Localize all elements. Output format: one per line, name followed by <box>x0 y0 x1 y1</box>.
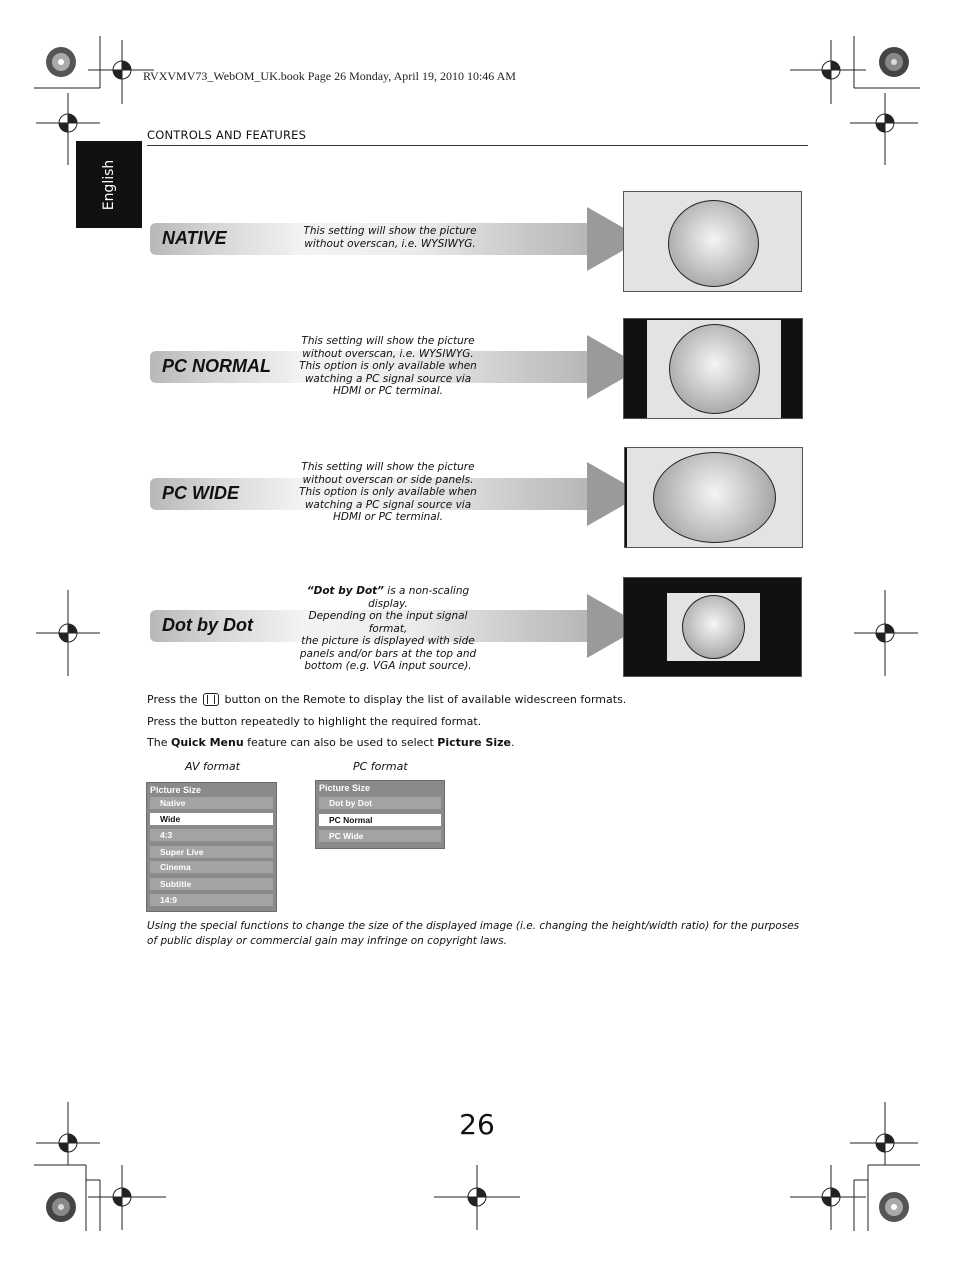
menu-item-wide[interactable]: Wide <box>150 813 273 825</box>
av-format-caption: AV format <box>185 760 240 773</box>
dot-by-dot-text: is a non-scaling display. Depending on the input signal format, the picture is displayed with side panels and/or bars at the top and bottom (e.g. VGA input source). <box>299 585 477 672</box>
instruction-text: button on the Remote to display the list of available widescreen formats. <box>224 693 627 706</box>
mode-dot-by-dot <box>150 585 670 672</box>
menu-item-cinema[interactable]: Cinema <box>150 861 273 873</box>
menu-item-pc-normal[interactable]: PC Normal <box>319 814 441 826</box>
section-title: CONTROLS AND FEATURES <box>147 128 307 142</box>
instruction-line-3 <box>147 736 515 749</box>
book-header-line: RVXVMV73_WebOM_UK.book Page 26 Monday, April 19, 2010 10:46 AM <box>143 69 516 83</box>
picture-size-term: Picture Size <box>437 736 512 749</box>
pc-picture-size-menu <box>315 780 445 849</box>
mode-label: PC NORMAL <box>162 356 271 376</box>
widescreen-button-icon <box>203 693 219 706</box>
menu-item-subtitle[interactable]: Subtitle <box>150 878 273 890</box>
menu-item-native[interactable]: Native <box>150 797 273 809</box>
copyright-note: Using the special functions to change the size of the displayed image (i.e. changing the height/width ratio) for the purposes of public display or commercial gain may infringe on copyright laws. <box>147 920 800 947</box>
mode-pc-wide <box>150 462 670 532</box>
mode-label: NATIVE <box>162 228 227 248</box>
mode-description: This setting will show the picture without overscan or side panels. This option is only available when watching a PC signal source via HDMI or PC terminal. <box>299 461 477 523</box>
pc-normal-screen-illustration <box>623 318 803 419</box>
mode-native <box>150 207 670 277</box>
mode-label: Dot by Dot <box>162 615 253 635</box>
menu-item-14-9[interactable]: 14:9 <box>150 894 273 906</box>
instruction-line-1 <box>147 693 626 706</box>
picture-ellipse <box>653 452 776 543</box>
menu-item-dot-by-dot[interactable]: Dot by Dot <box>319 797 441 809</box>
pc-wide-screen-illustration <box>624 447 803 548</box>
mode-description: This setting will show the picture without overscan, i.e. WYSIWYG. This option is only available when watching a PC signal source via HDMI or PC terminal. <box>299 335 477 397</box>
picture-circle <box>669 324 760 414</box>
instruction-text: The <box>147 736 171 749</box>
mode-description: This setting will show the picture without overscan, i.e. WYSIWYG. <box>303 225 477 250</box>
menu-title: Picture Size <box>150 785 202 795</box>
quick-menu-term: Quick Menu <box>170 736 244 749</box>
instruction-text: feature can also be used to select <box>243 736 438 749</box>
instruction-text: Press the <box>147 693 198 706</box>
mode-pc-normal <box>150 335 670 405</box>
av-picture-size-menu <box>146 782 277 912</box>
picture-circle <box>668 200 759 287</box>
dot-by-dot-screen-illustration <box>623 577 802 677</box>
language-tab <box>76 141 142 228</box>
picture-circle <box>682 595 745 659</box>
pc-format-caption: PC format <box>353 760 408 773</box>
mode-description <box>290 585 486 673</box>
instruction-line-2: Press the button repeatedly to highlight the required format. <box>147 715 482 728</box>
menu-item-4-3[interactable]: 4:3 <box>150 829 273 841</box>
menu-item-pc-wide[interactable]: PC Wide <box>319 830 441 842</box>
menu-title: Picture Size <box>319 783 371 793</box>
mode-label: PC WIDE <box>162 483 240 503</box>
language-tab-label: English <box>101 159 117 210</box>
menu-item-super-live[interactable]: Super Live <box>150 846 273 858</box>
instruction-text: . <box>511 736 515 749</box>
dot-by-dot-term: “Dot by Dot” <box>306 585 384 597</box>
page-number: 26 <box>459 1108 495 1141</box>
section-divider <box>147 145 808 146</box>
left-panel <box>625 448 627 547</box>
native-screen-illustration <box>623 191 802 292</box>
